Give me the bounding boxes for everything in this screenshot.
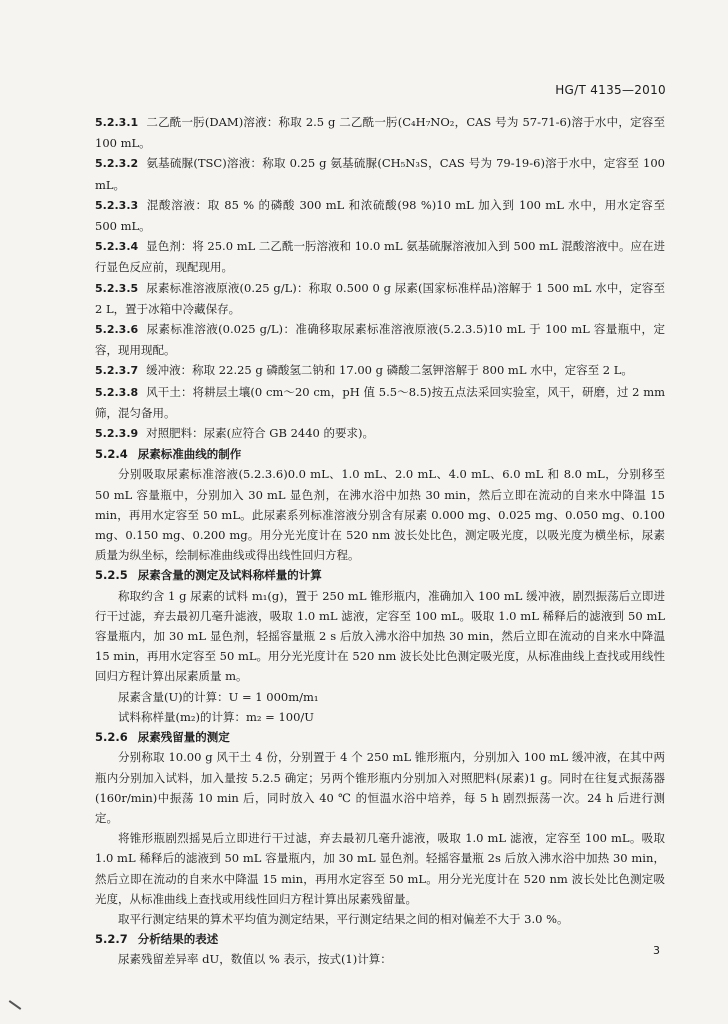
section-heading-5-2-5 [95,565,665,585]
section-title: 尿素含量的测定及试料称样量的计算 [137,568,322,583]
page-number: 3 [653,944,660,957]
clause-number: 5.2.3.5 [95,281,139,295]
clause-5-2-3-3 [95,195,665,236]
section-title: 分析结果的表述 [137,932,219,947]
clause-number: 5.2.3.9 [95,427,139,441]
clause-5-2-3-7 [95,360,665,381]
clause-5-2-3-5 [95,278,665,319]
clause-text: 缓冲液：称取 22.25 g 磷酸氢二钠和 17.00 g 磷酸二氢钾溶解于 800 mL 水中，定容至 2 L。 [146,363,633,378]
section-5-2-6-paragraph-2: 将锥形瓶剧烈摇晃后立即进行干过滤，弃去最初几毫升滤液，吸取 1.0 mL 滤液，定容至 100 mL。吸取 1.0 mL 稀释后的滤液到 50 mL 容量瓶内，加 30 mL 显色剂。轻摇容量瓶 2s 后放入沸水浴中加热 30 min，然后立即在流动的自来水中降温 15 min，再用水定容至 50 mL。用分光光度计在 520 nm 波长处比色测定吸光度，从标准曲线上查找或用线性回归方程计算出尿素残留量。 [95,831,665,906]
clause-5-2-3-9 [95,423,665,444]
clause-text: 二乙酰一肟(DAM)溶液：称取 2.5 g 二乙酰一肟(C₄H₇NO₂，CAS 号为 57-71-6)溶于水中，定容至 100 mL。 [95,115,665,151]
section-number: 5.2.5 [95,568,128,583]
clause-text: 对照肥料：尿素(应符合 GB 2440 的要求)。 [146,426,374,441]
section-number: 5.2.6 [95,730,128,745]
clause-5-2-3-6 [95,319,665,360]
clause-text: 风干土：将耕层土壤(0 cm～20 cm，pH 值 5.5～8.5)按五点法采回实验室，风干，研磨，过 2 mm 筛，混匀备用。 [95,384,665,420]
clause-number: 5.2.3.8 [95,385,139,399]
clause-text: 氨基硫脲(TSC)溶液：称取 0.25 g 氨基硫脲(CH₅N₃S，CAS 号为 79-19-6)溶于水中，定容至 100 mL。 [95,156,665,192]
clause-number: 5.2.3.4 [95,240,139,254]
standard-code-header: HG/T 4135—2010 [555,83,666,97]
section-title: 尿素残留量的测定 [137,730,230,745]
clause-number: 5.2.3.1 [95,116,139,129]
clause-5-2-3-1 [95,112,665,153]
clause-text: 尿素标准溶液原液(0.25 g/L)：称取 0.500 0 g 尿素(国家标准样品)溶解于 1 500 mL 水中，定容至 2 L，置于冰箱中冷藏保存。 [95,280,665,316]
section-heading-5-2-7 [95,929,665,949]
clause-number: 5.2.3.3 [95,198,139,212]
section-5-2-6-paragraph-1: 分别称取 10.00 g 风干土 4 份，分别置于 4 个 250 mL 锥形瓶内，分别加入 100 mL 缓冲液，在其中两瓶内分别加入试料，加入量按 5.2.5 确定；另两个锥形瓶内分别加入对照肥料(尿素)1 g。同时在往复式振荡器(160r/min)中振荡 10 min 后，同时放入 40 ℃ 的恒温水浴中培养，每 5 h 剧烈振荡一次。24 h 后进行测定。 [95,750,665,825]
clause-5-2-3-4 [95,236,665,277]
section-heading-5-2-6 [95,727,665,747]
clause-5-2-3-8 [95,382,665,423]
urea-content-formula: 尿素含量(U)的计算：U = 1 000m/m₁ [118,689,319,704]
section-5-2-6-paragraph-3: 取平行测定结果的算术平均值为测定结果，平行测定结果之间的相对偏差不大于 3.0 %。 [118,911,569,926]
clause-text: 显色剂：将 25.0 mL 二乙酰一肟溶液和 10.0 mL 氨基硫脲溶液加入到 500 mL 混酸溶液中。应在进行显色反应前，现配现用。 [95,239,665,275]
sample-mass-formula: 试料称样量(m₂)的计算：m₂ = 100/U [118,709,314,724]
section-5-2-4-paragraph: 分别吸取尿素标准溶液(5.2.3.6)0.0 mL、1.0 mL、2.0 mL、4.0 mL、6.0 mL 和 8.0 mL，分别移至 50 mL 容量瓶中，分别加入 30 mL 显色剂，在沸水浴中加热 30 min，然后立即在流动的自来水中降温 15 min，再用水定容至 50 mL。此尿素系列标准溶液分别含有尿素 0.000 mg、0.025 mg、0.050 mg、0.100 mg、0.150 mg、0.200 mg。用分光光度计在 520 nm 波长处比色，测定吸光度，以吸光度为横坐标，尿素质量为纵坐标，绘制标准曲线或得出线性回归方程。 [95,467,665,563]
section-number: 5.2.7 [95,932,128,947]
section-5-2-5-paragraph: 称取约含 1 g 尿素的试料 m₁(g)，置于 250 mL 锥形瓶内，准确加入 100 mL 缓冲液，剧烈振荡后立即进行干过滤，弃去最初几毫升滤液，吸取 1.0 mL 滤液，定容至 100 mL。吸取 1.0 mL 稀释后的滤液到 50 mL 容量瓶内，加 30 mL 显色剂，轻摇容量瓶 2 s 后放入沸水浴中加热 30 min，然后立即在流动的自来水中降温 15 min，再用水定容至 50 mL。用分光光度计在 520 nm 波长处比色测定吸光度，从标准曲线上查找或用线性回归方程计算出尿素质量 m。 [95,588,665,684]
section-number: 5.2.4 [95,447,128,462]
clause-number: 5.2.3.7 [95,364,139,378]
clause-text: 尿素标准溶液(0.025 g/L)：准确移取尿素标准溶液原液(5.2.3.5)10 mL 于 100 mL 容量瓶中，定容，现用现配。 [95,322,665,358]
scan-mark [9,1000,22,1010]
section-title: 尿素标准曲线的制作 [137,447,242,462]
clause-5-2-3-2 [95,153,665,194]
section-heading-5-2-4 [95,444,665,464]
clause-number: 5.2.3.6 [95,323,139,337]
section-5-2-7-paragraph: 尿素残留差异率 dU，数值以 % 表示，按式(1)计算： [118,952,392,967]
clause-number: 5.2.3.2 [95,157,139,171]
clause-text: 混酸溶液：取 85 % 的磷酸 300 mL 和浓硫酸(98 %)10 mL 加入到 100 mL 水中，用水定容至 500 mL。 [95,197,665,234]
page-content [95,112,665,970]
